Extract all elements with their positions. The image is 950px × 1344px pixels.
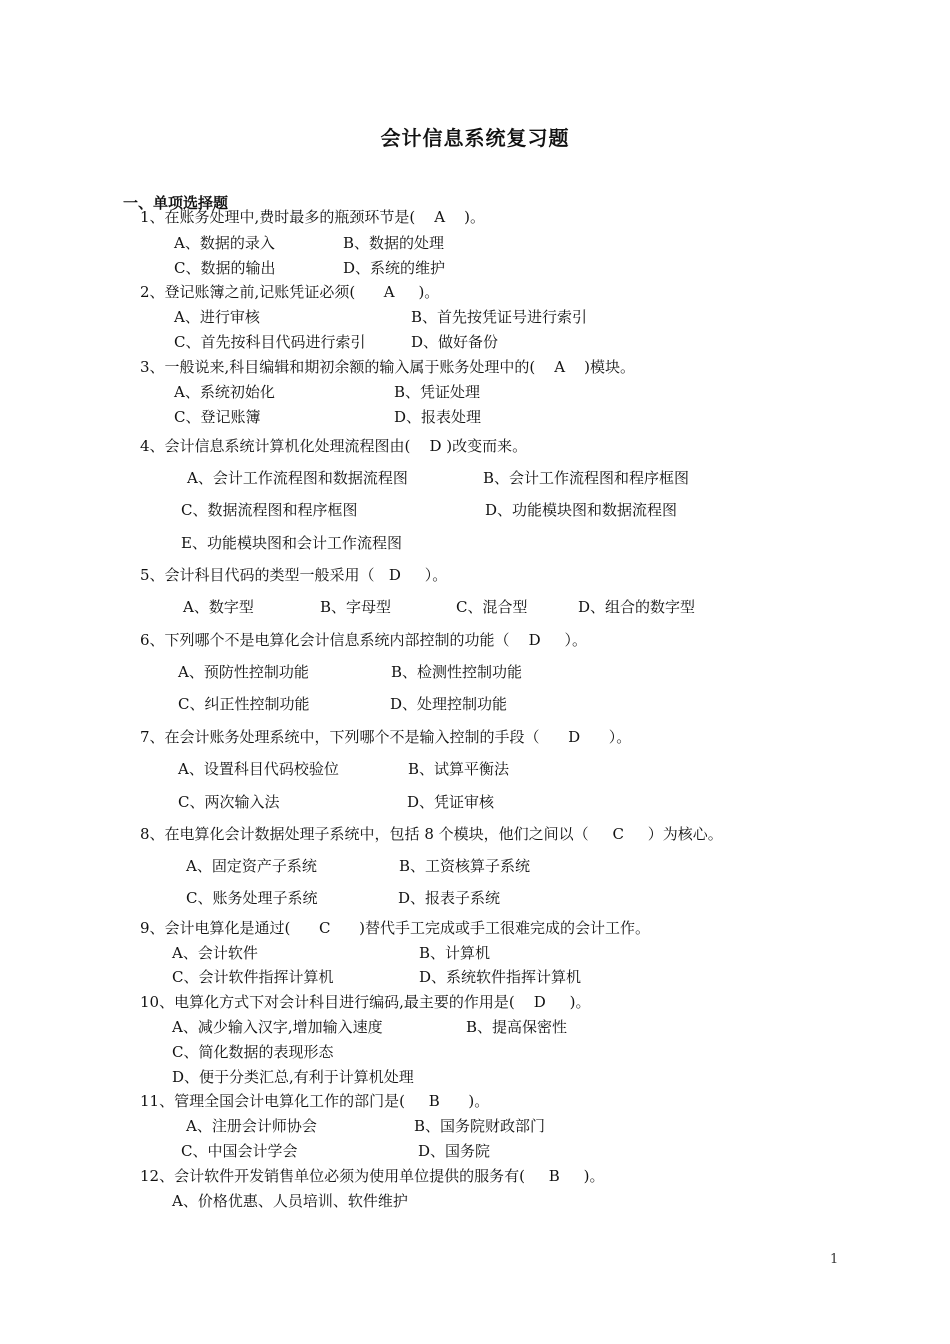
answer-option: B、会计工作流程图和程序框图 [483, 469, 690, 487]
answer-option: D、组合的数字型 [578, 598, 696, 616]
answer-option: B、国务院财政部门 [414, 1117, 546, 1135]
page-title: 会计信息系统复习题 [380, 126, 570, 150]
answer-option: C、纠正性控制功能 [178, 695, 310, 713]
answer-option: C、账务处理子系统 [186, 889, 318, 907]
answer-option: D、报表子系统 [398, 889, 501, 907]
answer-option: A、会计工作流程图和数据流程图 [187, 469, 408, 487]
answer-option: B、凭证处理 [394, 383, 481, 401]
question-stem: 9、会计电算化是通过( C )替代手工完成或手工很难完成的会计工作。 [140, 919, 650, 937]
answer-option: B、试算平衡法 [408, 760, 510, 778]
answer-option: D、便于分类汇总,有利于计算机处理 [172, 1068, 414, 1086]
answer-option: C、首先按科目代码进行索引 [174, 333, 366, 351]
answer-option: B、检测性控制功能 [391, 663, 523, 681]
answer-option: C、混合型 [456, 598, 528, 616]
answer-option: D、系统软件指挥计算机 [419, 968, 582, 986]
answer-option: D、凭证审核 [407, 793, 495, 811]
answer-option: C、简化数据的表现形态 [172, 1043, 334, 1061]
question-stem: 8、在电算化会计数据处理子系统中，包括 8 个模块，他们之间以（ C ）为核心。 [140, 825, 723, 843]
answer-option: D、处理控制功能 [390, 695, 508, 713]
answer-option: C、两次输入法 [178, 793, 280, 811]
answer-option: A、预防性控制功能 [178, 663, 309, 681]
answer-option: A、价格优惠、人员培训、软件维护 [172, 1192, 408, 1210]
answer-option: E、功能模块图和会计工作流程图 [181, 534, 402, 552]
answer-option: D、报表处理 [394, 408, 482, 426]
answer-option: B、数据的处理 [343, 234, 445, 252]
answer-option: C、数据流程图和程序框图 [181, 501, 358, 519]
question-stem: 7、在会计账务处理系统中，下列哪个不是输入控制的手段（ D ）。 [140, 728, 632, 746]
answer-option: B、工资核算子系统 [399, 857, 531, 875]
answer-option: B、字母型 [320, 598, 392, 616]
question-stem: 12、会计软件开发销售单位必须为使用单位提供的服务有( B )。 [140, 1167, 605, 1185]
question-stem: 11、管理全国会计电算化工作的部门是( B )。 [140, 1092, 490, 1110]
question-stem: 10、电算化方式下对会计科目进行编码,最主要的作用是( D )。 [140, 993, 591, 1011]
answer-option: D、国务院 [418, 1142, 491, 1160]
answer-option: A、系统初始化 [174, 383, 275, 401]
answer-option: C、数据的输出 [174, 259, 276, 277]
question-stem: 6、下列哪个不是电算化会计信息系统内部控制的功能（ D ）。 [140, 631, 587, 649]
answer-option: A、注册会计师协会 [186, 1117, 317, 1135]
answer-option: A、固定资产子系统 [186, 857, 317, 875]
answer-option: B、计算机 [419, 944, 491, 962]
answer-option: A、减少输入汉字,增加输入速度 [172, 1018, 383, 1036]
answer-option: A、会计软件 [172, 944, 258, 962]
section-heading: 一、单项选择题 [123, 194, 229, 212]
answer-option: A、数据的录入 [174, 234, 275, 252]
question-stem: 4、会计信息系统计算机化处理流程图由( D )改变而来。 [140, 437, 528, 455]
answer-option: C、会计软件指挥计算机 [172, 968, 334, 986]
question-stem: 2、登记账簿之前,记账凭证必须( A )。 [140, 283, 440, 301]
answer-option: A、进行审核 [174, 308, 260, 326]
question-stem: 3、一般说来,科目编辑和期初余额的输入属于账务处理中的( A )模块。 [140, 358, 635, 376]
answer-option: C、中国会计学会 [181, 1142, 298, 1160]
page-number: 1 [830, 1252, 839, 1267]
answer-option: B、首先按凭证号进行索引 [411, 308, 588, 326]
answer-option: C、登记账簿 [174, 408, 261, 426]
answer-option: D、做好备份 [411, 333, 499, 351]
answer-option: B、提高保密性 [466, 1018, 568, 1036]
question-stem: 5、会计科目代码的类型一般采用（ D ）。 [140, 566, 448, 584]
answer-option: D、系统的维护 [343, 259, 446, 277]
answer-option: D、功能模块图和数据流程图 [485, 501, 678, 519]
answer-option: A、设置科目代码校验位 [178, 760, 339, 778]
answer-option: A、数字型 [183, 598, 254, 616]
question-stem: 1、在账务处理中,费时最多的瓶颈环节是( A )。 [140, 208, 485, 226]
